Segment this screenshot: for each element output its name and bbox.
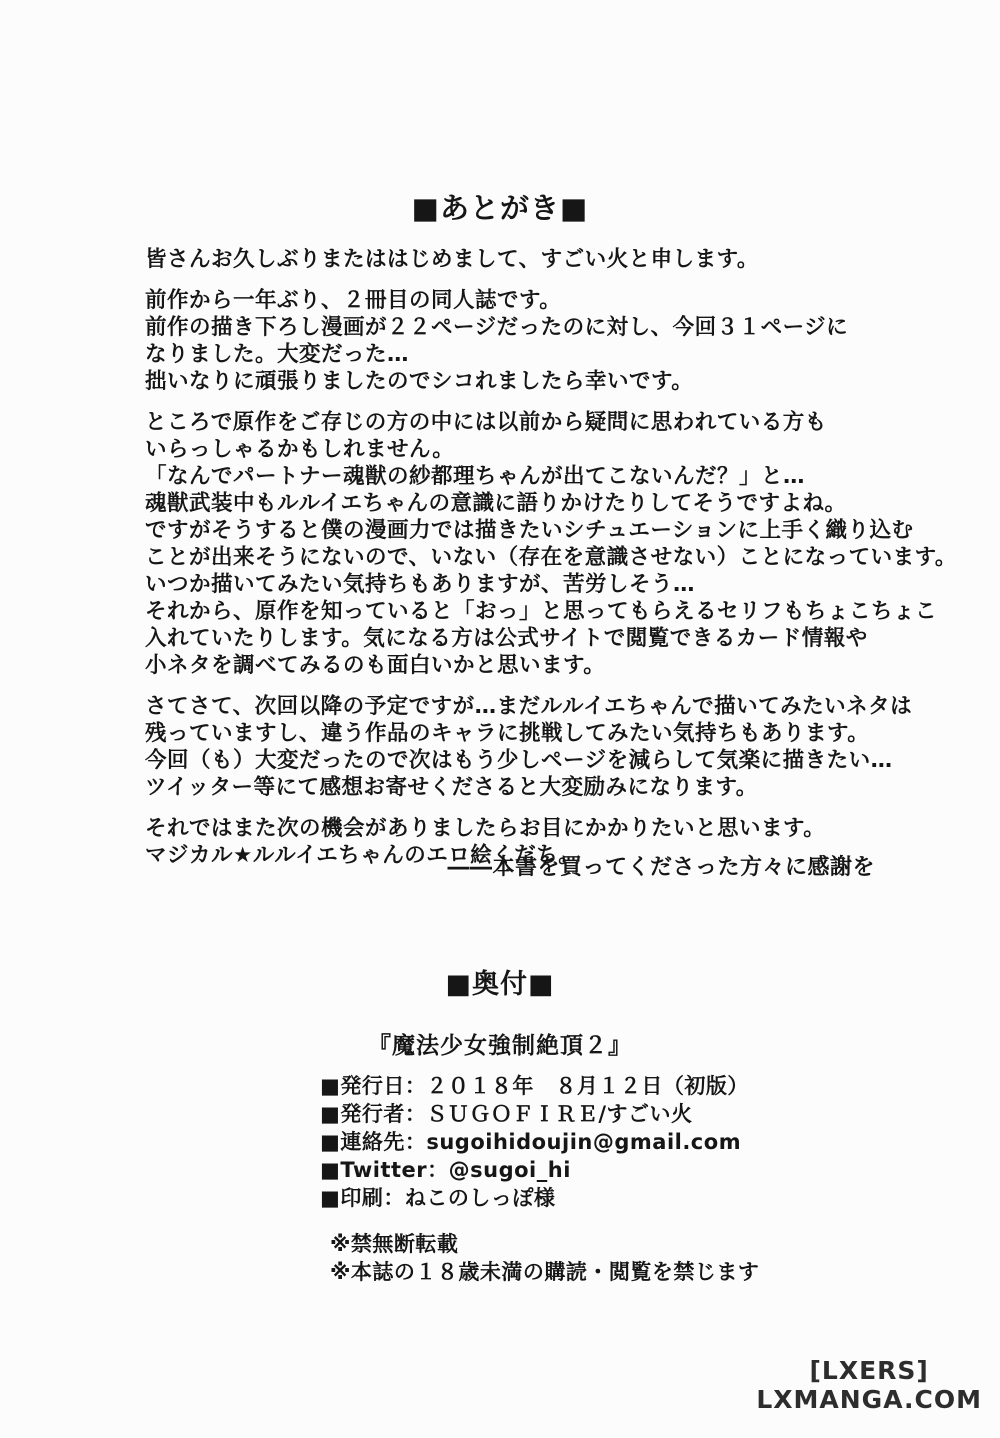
text-line: それではまた次の機会がありましたらお目にかかりたいと思います。 bbox=[145, 816, 826, 841]
text-line: ■Twitter：@sugoi_hi bbox=[320, 1158, 571, 1182]
colophon-entries bbox=[320, 1072, 749, 1212]
text-line: 皆さんお久しぶりまたははじめまして、すごい火と申します。 bbox=[145, 247, 759, 272]
text-line: ■発行日：２０１８年 ８月１２日（初版） bbox=[320, 1074, 749, 1098]
text-line: ツイッター等にて感想お寄せくださると大変励みになります。 bbox=[145, 775, 758, 800]
text-line: 残っていますし、違う作品のキャラに挑戦してみたい気持ちもあります。 bbox=[145, 721, 870, 746]
text-line: 今回（も）大変だったので次はもう少しページを減らして気楽に描きたい… bbox=[145, 748, 893, 773]
text-line: ※禁無断転載 bbox=[330, 1232, 459, 1256]
text-line: ■連絡先：sugoihidoujin@gmail.com bbox=[320, 1130, 742, 1154]
text-line: 小ネタを調べてみるのも面白いかと思います。 bbox=[145, 653, 606, 678]
paragraph-original-work bbox=[145, 409, 957, 679]
text-line: ※本誌の１８歳未満の購読・閲覧を禁じます bbox=[330, 1260, 760, 1284]
watermark-logo bbox=[756, 1356, 982, 1414]
paragraph-greeting bbox=[145, 246, 915, 273]
watermark-line2: LXMANGA.COM bbox=[756, 1385, 982, 1414]
text-line: ことが出来そうにないので、いない（存在を意識させない）ことになっています。 bbox=[145, 545, 957, 570]
text-line: いつか描いてみたい気持ちもありますが、苦労しそう… bbox=[145, 572, 696, 597]
text-line: なりました。大変だった… bbox=[145, 342, 410, 367]
closing-dedication: ――本書を買ってくださった方々に感謝を bbox=[447, 855, 875, 880]
text-line: 魂獣武装中もルルイエちゃんの意識に語りかけたりしてそうですよね。 bbox=[145, 491, 847, 516]
text-line: ■印刷：ねこのしっぽ様 bbox=[320, 1186, 556, 1210]
text-line: いらっしゃるかもしれません。 bbox=[145, 437, 455, 462]
text-line: さてさて、次回以降の予定ですが…まだルルイエちゃんで描いてみたいネタは bbox=[145, 694, 913, 719]
text-line: 前作から一年ぶり、２冊目の同人誌です。 bbox=[145, 288, 562, 313]
text-line: 「なんでパートナー魂獣の紗都理ちゃんが出てこないんだ？」と… bbox=[145, 464, 806, 489]
text-line: 前作の描き下ろし漫画が２２ページだったのに対し、今回３１ページに bbox=[145, 315, 849, 340]
text-line: 入れていたりします。気になる方は公式サイトで閲覧できるカード情報や bbox=[145, 626, 868, 651]
colophon-title: ■奥付■ bbox=[445, 969, 555, 1000]
text-line: それから、原作を知っていると「おっ」と思ってもらえるセリフもちょこちょこ bbox=[145, 599, 938, 624]
colophon-notices bbox=[330, 1230, 759, 1286]
book-title: 『魔法少女強制絶頂２』 bbox=[368, 1033, 632, 1059]
text-line: 拙いなりに頑張りましたのでシコれましたら幸いです。 bbox=[145, 369, 694, 394]
watermark-line1: [LXERS] bbox=[809, 1356, 929, 1385]
paragraph-book-info bbox=[145, 287, 915, 395]
text-line: ところで原作をご存じの方の中には以前から疑問に思われている方も bbox=[145, 410, 827, 435]
paragraph-future-plans bbox=[145, 693, 915, 801]
afterword-title: ■あとがき■ bbox=[411, 191, 589, 225]
text-line: マジカル★ルルイエちゃんのエロ絵くだち。 bbox=[145, 843, 581, 868]
afterword-body bbox=[145, 246, 957, 883]
text-line: ですがそうすると僕の漫画力では描きたいシチュエーションに上手く織り込む bbox=[145, 518, 914, 543]
text-line: ■発行者：ＳＵＧＯＦＩＲＥ/すごい火 bbox=[320, 1102, 693, 1126]
